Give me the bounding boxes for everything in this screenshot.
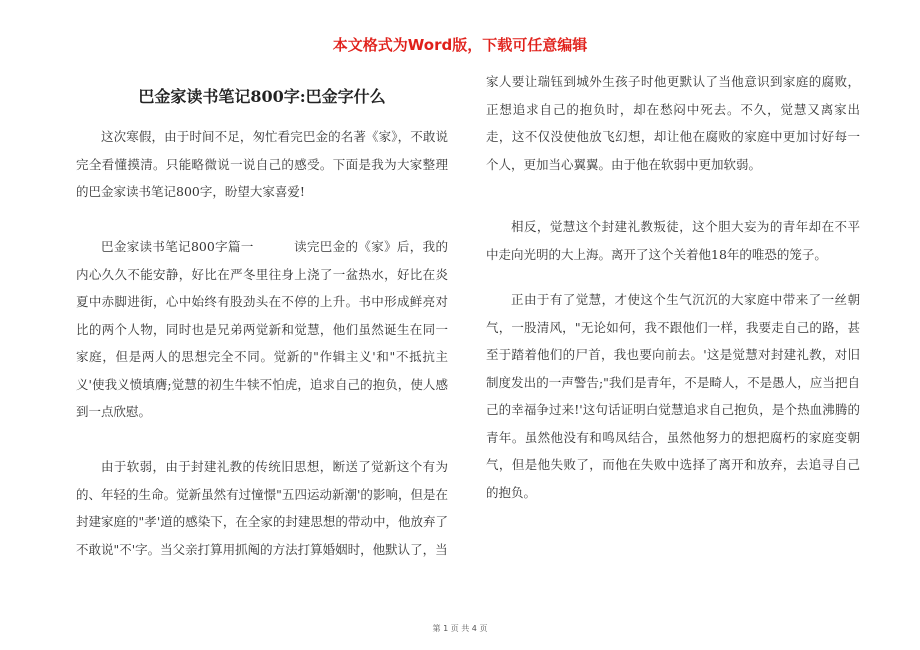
section-body: 读完巴金的《家》后，我的内心久久不能安静，好比在严冬里往身上浇了一盆热水，好比在炎夏中赤脚进街，心中始终有股劲头在不停的上升。书中形成鲜亮对比的两个人物，同时也是兄弟两觉新和觉慧，他们虽然诞生在同一家庭，但是两人的思想完全不同。觉新的"作辑主义'和"不抵抗主义'使我义愤填膺;觉慧的初生牛犊不怕虎，追求自己的抱负，使人感到一点欣慰。 [76, 239, 448, 419]
left-paragraph-juexin: 由于软弱，由于封建礼教的传统旧思想，断送了觉新这个有为的、年轻的生命。觉新虽然有过憧憬"五四运动新潮'的影响，但是在封建家庭的"孝'道的感染下，在全家的封建思想的带动中，他放弃了不敢说"不'字。当父亲打算用抓阄的方法打算婚姻时，他默认了，当 [76, 459, 448, 557]
right-paragraph-continued: 家人要让瑞钰到城外生孩子时他更默认了当他意识到家庭的腐败，正想追求自己的抱负时，却在愁闷中死去。不久，觉慧又离家出走，这不仅没使他放飞幻想，却让他在腐败的家庭中更加讨好每一个人，更加当心翼翼。由于他在软弱中更加软弱。 [486, 74, 860, 172]
left-paragraph-part-one [76, 233, 448, 426]
document-title: 巴金家读书笔记800字:巴金字什么 [138, 87, 386, 106]
left-paragraph-intro: 这次寒假，由于时间不足，匆忙看完巴金的名著《家》，不敢说完全看懂摸清。只能略微说一说自己的感受。下面是我为大家整理的巴金家读书笔记800字，盼望大家喜爱! [76, 129, 448, 199]
word-format-banner: 本文格式为Word版，下载可任意编辑 [332, 36, 588, 54]
right-paragraph-juehui: 相反，觉慧这个封建礼教叛徒，这个胆大妄为的青年却在不平中走向光明的大上海。离开了这个关着他18年的唯恐的笼子。 [486, 219, 860, 262]
page-number-footer: 第 1 页 共 4 页 [432, 624, 488, 633]
right-paragraph-quote: 正由于有了觉慧，才使这个生气沉沉的大家庭中带来了一丝朝气，一股清风，"无论如何，我不跟他们一样，我要走自己的路，甚至于踏着他们的尸首，我也要向前去。'这是觉慧对封建礼教，对旧制度发出的一声警告;"我们是青年，不是畸人，不是愚人，应当把自己的幸福争过来!'这句话证明白觉慧追求自己抱负，是个热血沸腾的青年。虽然他没有和鸣凤结合，虽然他努力的想把腐朽的家庭变朝气，但是他失败了，而他在失败中选择了离开和放弃，去追寻自己的抱负。 [486, 292, 860, 500]
section-heading: 巴金家读书笔记800字篇一 [101, 239, 254, 254]
